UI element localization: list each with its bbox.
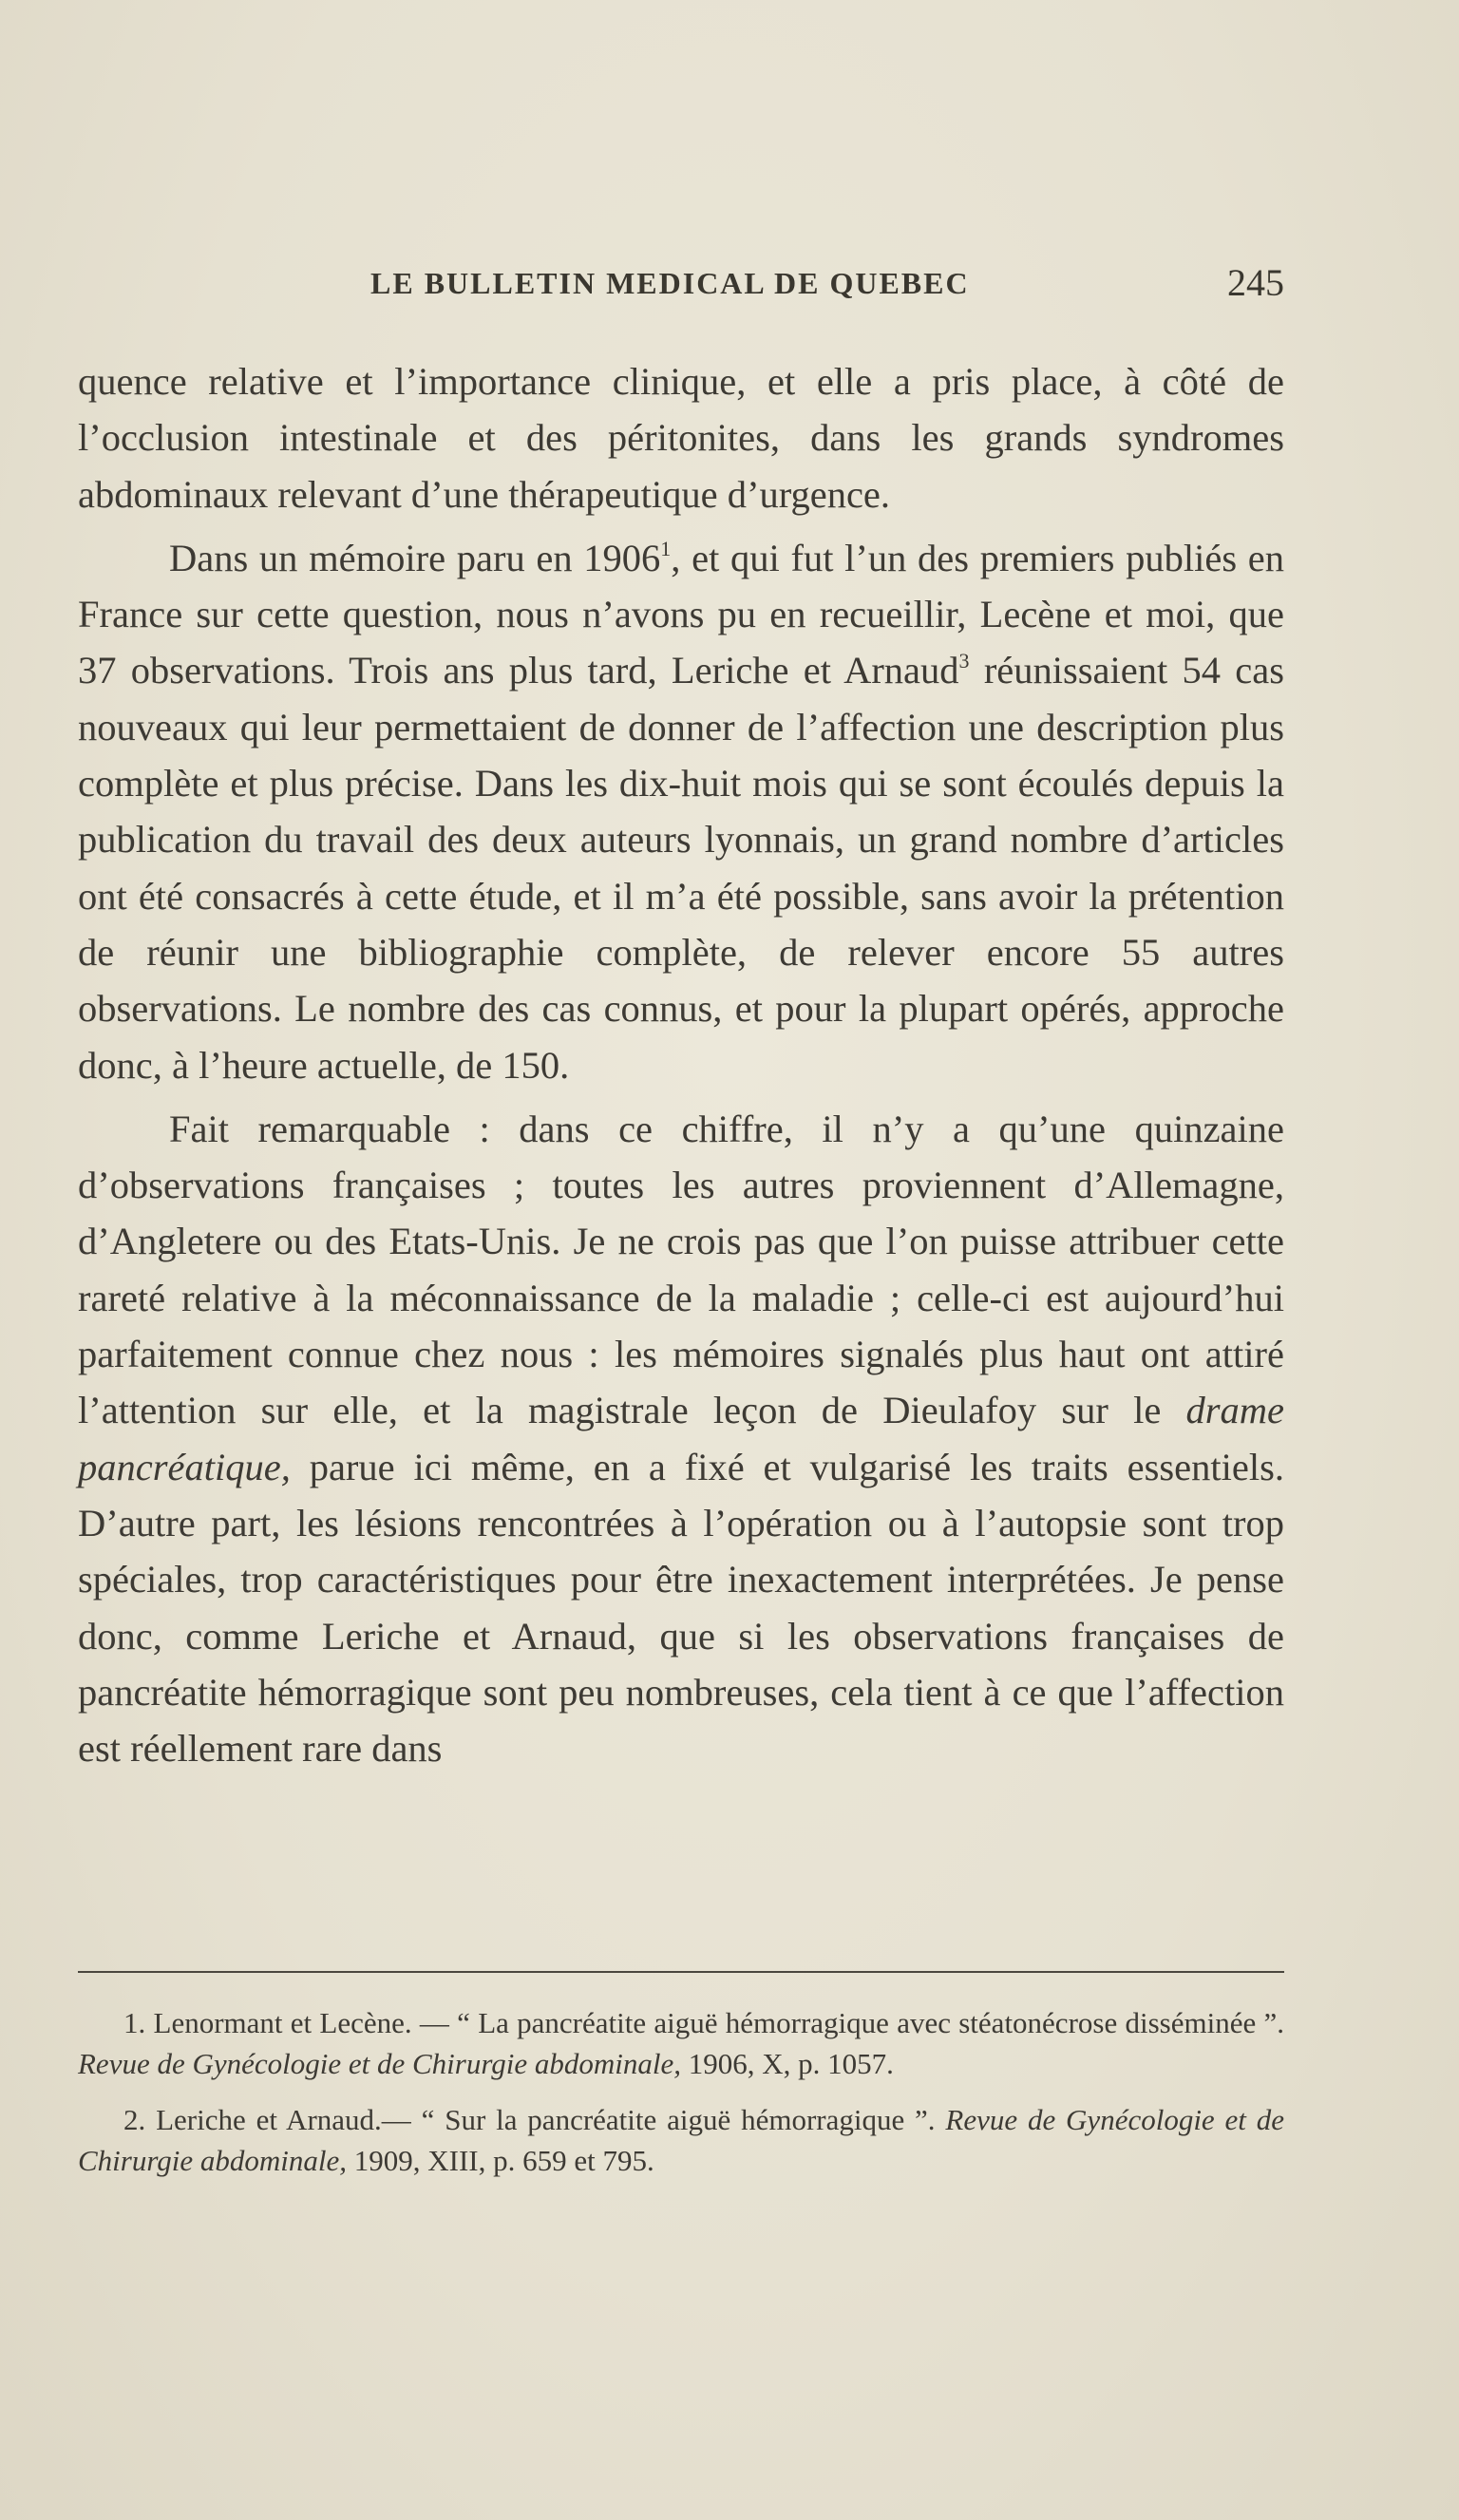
footnote-ref: 3: [958, 649, 970, 673]
footnote-ref: 1: [660, 536, 672, 560]
footnote: [78, 2002, 1284, 2084]
paragraph-memoire: [78, 530, 1284, 1093]
paragraph-continuation: quence relative et l’importance clinique, et elle a pris place, à côté de l’occlusion intestinale et des péritonites, dans les grands syndromes abdominaux relevant d’une thérapeutique d’urgence.: [78, 360, 1284, 516]
footnote-citation: 1906, X, p. 1057.: [681, 2047, 894, 2080]
footnotes: [78, 2002, 1284, 2196]
footnote-text: 2. Leriche et Arnaud.— “ Sur la pancréatite aiguë hémorragique ”.: [123, 2103, 946, 2136]
paragraph-fait-remarquable: [78, 1101, 1284, 1777]
running-title: LE BULLETIN MEDICAL DE QUEBEC: [370, 266, 970, 300]
footnote-divider: [78, 1971, 1284, 1973]
paragraph-text: réunissaient 54 cas nouveaux qui leur permettaient de donner de l’affection une description plus complète et plus précise. Dans les dix-huit mois qui se sont écoulés depuis la publication du travail des deux auteurs lyonnais, un grand nombre d’articles ont été consacrés à cette étude, et il m’a été possible, sans avoir la prétention de réunir une bibliographie complète, de relever encore 55 autres observations. Le nombre des cas connus, et pour la plupart opérés, approche donc, à l’heure actuelle, de 150.: [78, 649, 1285, 1087]
footnote-journal: Revue de Gynécologie et de Chirurgie abdominale,: [78, 2103, 1284, 2177]
footnote-journal: Revue de Gynécologie et de Chirurgie abdominale,: [78, 2047, 682, 2080]
footnote-text: 1. Lenormant et Lecène. — “ La pancréatite aiguë hémorragique avec stéatonécrose disséminée ”.: [123, 2006, 1284, 2039]
footnote: [78, 2099, 1284, 2181]
paragraph-text: Dans un mémoire paru en 1906: [169, 536, 661, 579]
italic-phrase: drame pancréatique,: [78, 1389, 1284, 1488]
page-number: 245: [1227, 261, 1284, 304]
paragraph-text: , et qui fut l’un des premiers publiés en France sur cette question, nous n’avons pu en recueillir, Lecène et moi, que 37 observations. Trois ans plus tard, Leriche et Arnaud: [78, 536, 1284, 692]
body-text: [78, 353, 1284, 1776]
paragraph-text: parue ici même, en a fixé et vulgarisé les traits essentiels. D’autre part, les lésions rencontrées à l’opération ou à l’autopsie sont trop spéciales, trop caractéristiques pour être inexactement interprétées. Je pense donc, comme Leriche et Arnaud, que si les observations françaises de pancréatite hémorragique sont peu nombreuses, cela tient à ce que l’affection est réellement rare dans: [78, 1445, 1284, 1771]
page-header: [78, 256, 1284, 304]
paragraph-text: Fait remarquable : dans ce chiffre, il n’y a qu’une quinzaine d’observations françaises ; toutes les autres proviennent d’Allemagne, d’Angletere ou des Etats-Unis. Je ne crois pas que l’on puisse attribuer cette rareté relative à la méconnaissance de la maladie ; celle-ci est aujourd’hui parfaitement connue chez nous : les mémoires signalés plus haut ont attiré l’attention sur elle, et la magistrale leçon de Dieulafoy sur le: [78, 1107, 1284, 1432]
footnote-citation: 1909, XIII, p. 659 et 795.: [347, 2144, 654, 2177]
